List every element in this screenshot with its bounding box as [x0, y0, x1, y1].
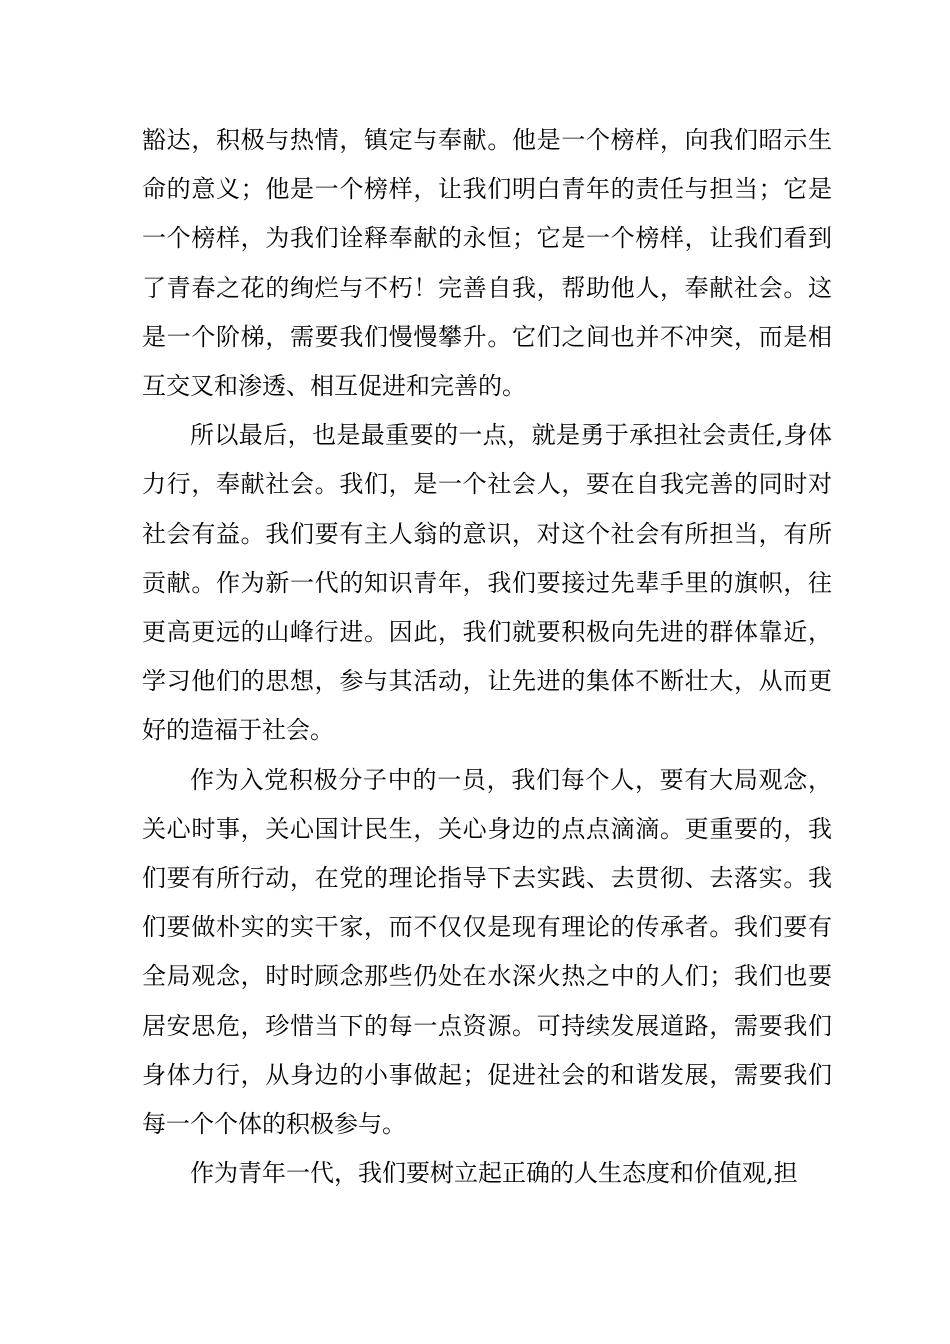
paragraph-2: 所以最后，也是最重要的一点，就是勇于承担社会责任,身体力行，奉献社会。我们，是一个社会人，要在自我完善的同时对社会有益。我们要有主人翁的意识，对这个社会有所担当，有所贡献。作为新一代的知识青年，我们要接过先辈手里的旗帜，往更高更远的山峰行进。因此，我们就要积极向先进的群体靠近，学习他们的思想，参与其活动，让先进的集体不断壮大，从而更好的造福于社会。	[142, 421, 832, 745]
paragraph-3: 作为入党积极分子中的一员，我们每个人，要有大局观念，关心时事，关心国计民生，关心身边的点点滴滴。更重要的，我们要有所行动，在党的理论指导下去实践、去贯彻、去落实。我们要做朴实的实干家，而不仅仅是现有理论的传承者。我们要有全局观念，时时顾念那些仍处在水深火热之中的人们；我们也要居安思危，珍惜当下的每一点资源。可持续发展道路，需要我们身体力行，从身边的小事做起；促进社会的和谐发展，需要我们每一个个体的积极参与。	[142, 765, 832, 1139]
document-body	[142, 116, 832, 1198]
paragraph-1: 豁达，积极与热情，镇定与奉献。他是一个榜样，向我们昭示生命的意义；他是一个榜样，让我们明白青年的责任与担当；它是一个榜样，为我们诠释奉献的永恒；它是一个榜样，让我们看到了青春之花的绚烂与不朽！完善自我，帮助他人，奉献社会。这是一个阶梯，需要我们慢慢攀升。它们之间也并不冲突，而是相互交叉和渗透、相互促进和完善的。	[142, 126, 832, 401]
paragraph-4: 作为青年一代，我们要树立起正确的人生态度和价值观,担	[190, 1159, 798, 1188]
